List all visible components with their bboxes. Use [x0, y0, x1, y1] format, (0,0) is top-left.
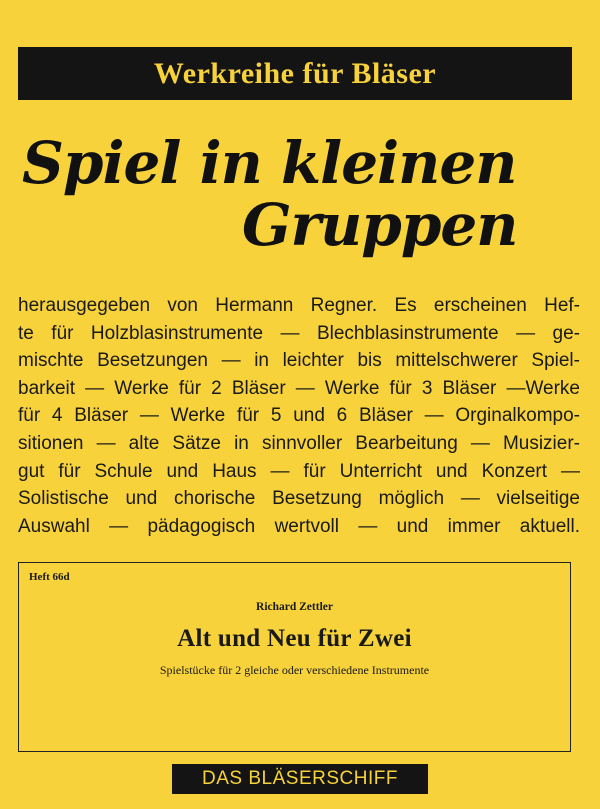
series-description: [18, 292, 580, 540]
description-line: sitionen — alte Sätze in sinnvoller Bearbeitung — Musizier-: [18, 432, 580, 454]
description-line: mischte Besetzungen — in leichter bis mittelschwerer Spiel-: [18, 350, 580, 372]
description-line: barkeit — Werke für 2 Bläser — Werke für 3 Bläser —Werke: [18, 377, 580, 399]
description-line: Auswahl — pädagogisch wertvoll — und immer aktuell.: [18, 515, 580, 537]
description-line: Solistische und chorische Besetzung möglich — vielseitige: [18, 488, 580, 510]
description-line: gut für Schule und Haus — für Unterricht und Konzert —: [18, 460, 580, 482]
description-line: für 4 Bläser — Werke für 5 und 6 Bläser — Orginalkompo-: [18, 405, 580, 427]
main-title: [22, 129, 582, 259]
series-banner-text: Werkreihe für Bläser: [153, 56, 437, 90]
composer-name: Richard Zettler: [256, 601, 333, 613]
issue-number: Heft 66d: [29, 571, 70, 583]
work-subtitle: Spielstücke für 2 gleiche oder verschiedene Instrumente: [159, 663, 430, 677]
publisher-name: DAS BLÄSERSCHIFF: [202, 768, 398, 789]
series-banner: [18, 47, 572, 100]
work-title: Alt und Neu für Zwei: [177, 625, 412, 652]
main-title-line-2: Gruppen: [242, 191, 518, 259]
main-title-line-1: Spiel in kleinen: [22, 129, 517, 197]
description-line: te für Holzblasinstrumente — Blechblasinstrumente — ge-: [18, 322, 580, 344]
description-line: herausgegeben von Hermann Regner. Es erscheinen Hef-: [18, 295, 580, 316]
booklet-info-box: [18, 562, 571, 752]
publisher-logo: [172, 764, 428, 794]
